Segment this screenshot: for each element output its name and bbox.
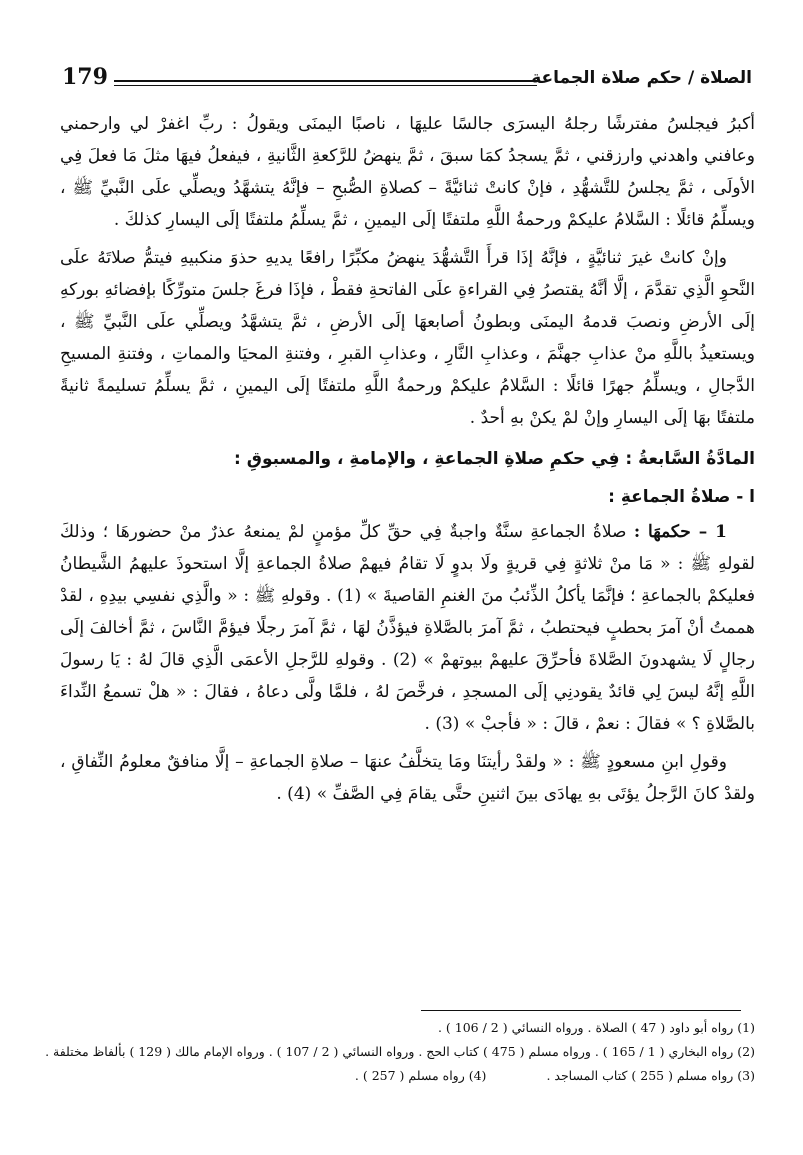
footnote-2: (2) رواه البخاري ( 1 / 165 ) . ورواه مسلم ( 475 ) كتاب الحج . ورواه النسائي ( 2 / 107 ) . ورواه الإمام مالك ( 129 ) بألفاظ مختلفة . xyxy=(45,1044,755,1059)
page-number: 179 xyxy=(62,64,108,90)
paragraph-4: وقولِ ابنِ مسعودٍ ﷺ : « ولقدْ رأيتنَا ومَا يتخلَّفُ عنهَا – صلاةِ الجماعةِ – إلَّا منافقٌ معلومُ النِّفاقِ ، ولقدْ كانَ الرَّجلُ يؤتَى بهِ يهادَى بينَ اثنينِ حتَّى يقامَ فِي الصَّفِّ » (4) . xyxy=(60,752,755,804)
footnote-rule xyxy=(421,1010,741,1011)
footnote-1: (1) رواه أبو داود ( 47 ) الصلاة . ورواه النسائي ( 2 / 106 ) . xyxy=(437,1020,755,1035)
paragraph-1: أكبرُ فيجلسُ مفترشًا رجلهُ اليسرَى جالسًا عليهَا ، ناصبًا اليمنَى ويقولُ : ربِّ اغفرْ لي وارحمني وعافني واهدني وارزقني ، ثمَّ يسجدُ كمَا سبقَ ، ثمَّ ينهضُ للرَّكعةِ الثَّانيةِ ، فيفعلُ فيهَا مثلَ مَا فعلَ فِي الأولَى ، ثمَّ يجلسُ للتَّشهُّدِ ، فإنْ كانتْ ثنائيَّةً – كصلاةِ الصُّبحِ – فإنَّهُ يتشهَّدُ ويصلِّي علَى النَّبيِّ ﷺ ، ويسلِّمُ قائلًا : السَّلامُ عليكمْ ورحمةُ اللَّهِ ملتفتًا إلَى اليمينِ ، ثمَّ يسلِّمُ ملتفتًا إلَى اليسارِ كذلكَ . xyxy=(60,114,755,230)
footnote-3: (3) رواه مسلم ( 255 ) كتاب المساجد . xyxy=(546,1068,755,1083)
paragraph-3-lead: 1 – حكمهَا : xyxy=(633,522,727,542)
footnotes xyxy=(45,1016,755,1088)
paragraph-3-text: صلاةُ الجماعةِ سنَّةٌ واجبةٌ فِي حقِّ كلِّ مؤمنٍ لمْ يمنعهُ عذرٌ منْ حضورهَا ؛ وذلكَ لقولهِ ﷺ : « مَا منْ ثلاثةٍ فِي قريةٍ ولَا بدوٍ لَا تقامُ فيهمْ صلاةُ الجماعةِ إلَّا استحوذَ عليهمُ الشَّيطانُ فعليكمْ بالجماعةِ ؛ فإنَّمَا يأكلُ الذِّئبُ منَ الغنمِ القاصيةَ » (1) . وقولهِ ﷺ : « والَّذِي نفسِي بيدِهِ ، لقدْ هممتُ أنْ آمرَ بحطبٍ فيحتطبُ ، ثمَّ آمرَ بالصَّلاةِ فيؤذَّنُ لهَا ، ثمَّ آمرَ رجلًا فيؤمَّ النَّاسَ ، ثمَّ أخالفَ إلَى رجالٍ لَا يشهدونَ الصَّلاةَ فأحرِّقَ عليهمْ بيوتهمْ » (2) . وقولهِ للرَّجلِ الأعمَى الَّذِي قالَ لهُ : يَا رسولَ اللَّهِ إنَّهُ ليسَ لِي قائدٌ يقودنِي إلَى المسجدِ ، فرخَّصَ لهُ ، فلمَّا ولَّى دعاهُ ، فقالَ : « هلْ تسمعُ النِّداءَ بالصَّلاةِ ؟ » فقالَ : نعمْ ، قالَ : « فأجبْ » (3) . xyxy=(60,522,755,734)
header-rule xyxy=(114,80,537,86)
page-header xyxy=(62,62,752,96)
paragraph-2: وإنْ كانتْ غيرَ ثنائيَّةٍ ، فإنَّهُ إذَا قرأَ التَّشهُّدَ ينهضُ مكبِّرًا رافعًا يديهِ حذوَ منكبيهِ فيتمُّ صلاتَهُ علَى النَّحوِ الَّذِي تقدَّمَ ، إلَّا أنَّهُ يقتصرُ فِي القراءةِ علَى الفاتحةِ فقطْ ، فإذَا فرغَ جلسَ متورِّكًا بإفضائهِ بوركهِ إلَى الأرضِ ونصبَ قدمهُ اليمنَى وبطونُ أصابعهَا إلَى الأرضِ ، ثمَّ يتشهَّدُ ويصلِّي علَى النَّبيِّ ﷺ ، ويستعيذُ باللَّهِ منْ عذابِ جهنَّمَ ، وعذابِ النَّارِ ، وعذابِ القبرِ ، وفتنةِ المحيَا والمماتِ ، وفتنةِ المسيحِ الدَّجالِ ، ويسلِّمُ جهرًا قائلًا : السَّلامُ عليكمْ ورحمةُ اللَّهِ ملتفتًا إلَى اليمينِ ، ثمَّ يسلِّمُ تسليمةً ثانيةً ملتفتًا بهَا إلَى اليسارِ وإنْ لمْ يكنْ بهِ أحدٌ . xyxy=(60,248,755,428)
footnote-4: (4) رواه مسلم ( 257 ) . xyxy=(354,1068,487,1083)
footnote-row xyxy=(60,1064,755,1088)
section-heading: المادَّةُ السَّابعةُ : فِي حكمِ صلاةِ الجماعةِ ، والإمامةِ ، والمسبوقِ : xyxy=(234,449,755,469)
running-title: الصلاة / حكم صلاة الجماعة xyxy=(531,68,752,88)
subsection-heading: ا - صلاةُ الجماعةِ : xyxy=(608,487,755,507)
body-text xyxy=(60,108,755,816)
paragraph-3 xyxy=(60,516,755,740)
